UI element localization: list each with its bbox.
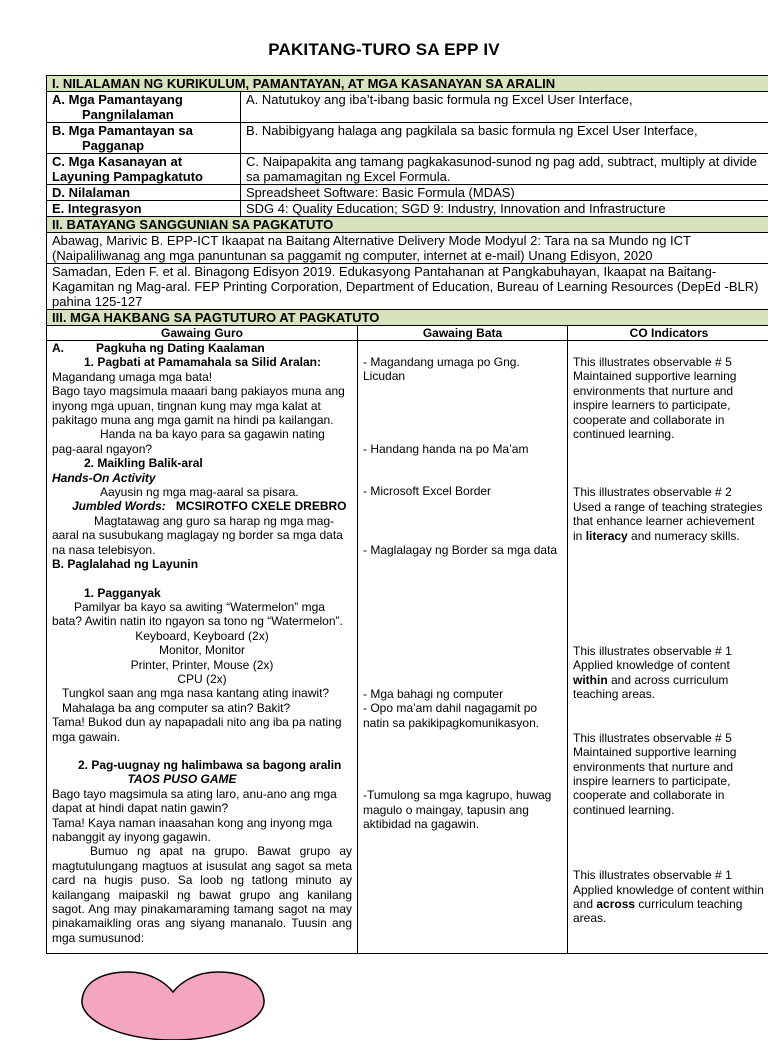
curriculum-row xyxy=(47,92,768,123)
co-indicator-body xyxy=(573,658,765,701)
song-line: Keyboard, Keyboard (2x) xyxy=(52,629,352,643)
row-label: D. Nilalaman xyxy=(47,185,241,201)
student-activities-cell xyxy=(358,341,568,954)
teacher-line: Aayusin ng mga mag-aaral sa pisara. xyxy=(52,485,352,499)
teacher-question: Tungkol saan ang mga nasa kantang ating inawit? xyxy=(52,686,352,700)
row-label xyxy=(47,123,241,154)
row-value: Spreadsheet Software: Basic Formula (MDAS) xyxy=(241,185,768,201)
jumbled-words-line xyxy=(52,499,352,513)
reference-text: Abawag, Marivic B. EPP-ICT Ikaapat na Baitang Alternative Delivery Mode Modyul 2: Tara na sa Mundo ng ICT (Naipaliliwanag ang mga panuntunan sa paggamit ng computer, internet at e-mail) Unang Edisyon, 2020 xyxy=(47,233,768,264)
row-label-line-1: A. Mga Pamantayang xyxy=(52,92,235,107)
teacher-question: Mahalaga ba ang computer sa atin? Bakit? xyxy=(52,701,352,715)
section-3-heading-row xyxy=(47,310,768,326)
student-response: - Opo ma’am dahil nagagamit po natin sa pakikipagkomunikasyon. xyxy=(363,701,562,730)
song-line: Printer, Printer, Mouse (2x) xyxy=(52,658,352,672)
part-a-title: Pagkuha ng Dating Kaalaman xyxy=(96,341,265,355)
row-value: C. Naipapakita ang tamang pagkakasunod-sunod ng pag add, subtract, multiply at divide sa pamamagitan ng Excel Formula. xyxy=(241,154,768,185)
curriculum-row xyxy=(47,123,768,154)
co-indicator xyxy=(573,355,765,441)
row-label-line-2: Pagganap xyxy=(52,138,235,153)
row-value: B. Nabibigyang halaga ang pagkilala sa basic formula ng Excel User Interface, xyxy=(241,123,768,154)
teacher-line xyxy=(52,844,352,945)
teacher-line xyxy=(52,514,352,557)
activities-row xyxy=(47,341,768,954)
part-a-letter: A. xyxy=(52,341,64,355)
co-indicator-body xyxy=(573,500,765,543)
teacher-line: Tama! Kaya naman inaasahan kong ang inyong mga nabanggit ay inyong gagawin. xyxy=(52,816,352,845)
co-indicator xyxy=(573,485,765,543)
heart-shape-icon xyxy=(80,970,266,1040)
game-title: TAOS PUSO GAME xyxy=(52,772,352,786)
song-line: CPU (2x) xyxy=(52,672,352,686)
teacher-line: Bago tayo magsimula maaari bang pakiayos muna ang inyong mga upuan, tingnan kung may mga kalat at pakitago muna ang mga gamit na hindi pa kailangan. xyxy=(52,384,352,427)
section-2-heading-row xyxy=(47,217,768,233)
row-label-line-1: B. Mga Pamantayan sa xyxy=(52,123,235,138)
co-indicator xyxy=(573,644,765,702)
section-3-heading: III. MGA HAKBANG SA PAGTUTURO AT PAGKATUTO xyxy=(47,310,768,326)
teacher-line: Tama! Bukod dun ay napapadali nito ang iba pa nating mga gawain. xyxy=(52,715,352,744)
section-1-heading-row xyxy=(47,76,768,92)
column-header-co: CO Indicators xyxy=(568,326,768,341)
section-2-heading: II. BATAYANG SANGGUNIAN SA PAGKATUTO xyxy=(47,217,768,233)
step-a2-title: 2. Maikling Balik-aral xyxy=(52,456,352,470)
row-value: A. Natutukoy ang iba’t-ibang basic formula ng Excel User Interface, xyxy=(241,92,768,123)
section-1-heading: I. NILALAMAN NG KURIKULUM, PAMANTAYAN, AT MGA KASANAYAN SA ARALIN xyxy=(47,76,768,92)
student-response: - Mga bahagi ng computer xyxy=(363,687,562,701)
reference-row xyxy=(47,233,768,264)
co-indicator-head: This illustrates observable # 1 xyxy=(573,868,765,882)
reference-text: Samadan, Eden F. et al. Binagong Edisyon 2019. Edukasyong Pantahanan at Pangkabuhayan, Ikaapat na Baitang-Kagamitan ng Mag-aral. FEP Printing Corporation, Department of Education, Bureau of Learning Resources (DepEd -BLR) pahina 125-127 xyxy=(47,264,768,310)
column-header-row xyxy=(47,326,768,341)
row-label-line-2: Layuning Pampagkatuto xyxy=(52,169,235,184)
student-response: -Tumulong sa mga kagrupo, huwag magulo o maingay, tapusin ang aktibidad na gagawin. xyxy=(363,788,562,831)
co-indicators-cell xyxy=(568,341,768,954)
co-indicator-head: This illustrates observable # 5 xyxy=(573,355,765,369)
co-text-bold: across xyxy=(596,897,635,911)
part-a-heading xyxy=(52,341,352,355)
curriculum-row xyxy=(47,185,768,201)
teacher-line-text: Pamilyar ba kayo sa awiting “Watermelon” mga bata? Awitin natin ito ngayon sa tono ng “Watermelon”. xyxy=(52,600,343,628)
co-text: Applied knowledge of content xyxy=(573,658,730,672)
hands-on-label: Hands-On Activity xyxy=(52,471,352,485)
teacher-line: Magandang umaga mga bata! xyxy=(52,370,352,384)
teacher-line xyxy=(52,600,352,629)
teacher-line-text: Handa na ba kayo para sa gagawin nating pag-aaral ngayon? xyxy=(52,427,325,455)
curriculum-row xyxy=(47,154,768,185)
row-label: E. Integrasyon xyxy=(47,201,241,217)
co-indicator-body: Maintained supportive learning environments that nurture and inspire learners to participate, cooperate and collaborate in continued learning. xyxy=(573,745,765,817)
teacher-line-text: Magtatawag ang guro sa harap ng mga mag-aaral na susubukang maglagay ng border sa mga data na nasa telebisyon. xyxy=(52,514,343,557)
step-a1-title: 1. Pagbati at Pamamahala sa Silid Aralan: xyxy=(52,355,352,369)
co-text: curriculum teaching areas. xyxy=(573,897,742,925)
jumbled-words: MCSIROTFO CXELE DREBRO xyxy=(176,499,347,513)
step-b1-title: 1. Pagganyak xyxy=(52,586,352,600)
co-indicator-head: This illustrates observable # 5 xyxy=(573,731,765,745)
co-text: and numeracy skills. xyxy=(628,529,740,543)
teacher-line-text: Bumuo ng apat na grupo. Bawat grupo ay magtutulungang magtuos at isusulat ang sagot sa meta card na hugis puso. Sa loob ng tatlong minuto ay kailangang maipaskil ng bawat grupo ang kanilang sagot. Ang may pinakamaraming tamang sagot na may pinakamaikling oras ang siyang mananalo. Tuusin ang mga sumusunod: xyxy=(52,844,352,944)
row-label-line-1: C. Mga Kasanayan at xyxy=(52,154,235,169)
teacher-activities-cell xyxy=(47,341,358,954)
student-response: - Maglalagay ng Border sa mga data xyxy=(363,543,562,557)
co-indicator-head: This illustrates observable # 2 xyxy=(573,485,765,499)
step-b2-title: 2. Pag-uugnay ng halimbawa sa bagong aralin xyxy=(52,758,352,772)
student-response: - Magandang umaga po Gng. Licudan xyxy=(363,355,562,384)
lesson-plan-table xyxy=(46,75,768,954)
co-text: and across curriculum teaching areas. xyxy=(573,673,728,701)
document-title: PAKITANG-TURO SA EPP IV xyxy=(0,40,768,60)
row-label xyxy=(47,154,241,185)
curriculum-row xyxy=(47,201,768,217)
column-header-bata: Gawaing Bata xyxy=(358,326,568,341)
co-indicator xyxy=(573,868,765,926)
co-text-bold: within xyxy=(573,673,608,687)
part-b-heading: B. Paglalahad ng Layunin xyxy=(52,557,352,571)
student-response: - Microsoft Excel Border xyxy=(363,484,562,498)
reference-row xyxy=(47,264,768,310)
co-text: Used a range of teaching strategies that enhance learner achievement in xyxy=(573,500,762,543)
student-response: - Handang handa na po Ma’am xyxy=(363,442,562,456)
row-label-line-2: Pangnilalaman xyxy=(52,107,235,122)
co-indicator-body: Maintained supportive learning environments that nurture and inspire learners to participate, cooperate and collaborate in continued learning. xyxy=(573,369,765,441)
teacher-line: Bago tayo magsimula sa ating laro, anu-ano ang mga dapat at hindi dapat natin gawin? xyxy=(52,787,352,816)
row-label xyxy=(47,92,241,123)
co-indicator xyxy=(573,731,765,817)
co-indicator-head: This illustrates observable # 1 xyxy=(573,644,765,658)
column-header-guro: Gawaing Guro xyxy=(47,326,358,341)
row-value: SDG 4: Quality Education; SGD 9: Industry, Innovation and Infrastructure xyxy=(241,201,768,217)
co-indicator-body xyxy=(573,883,765,926)
teacher-line xyxy=(52,427,352,456)
co-text-bold: literacy xyxy=(586,529,628,543)
song-line: Monitor, Monitor xyxy=(52,643,352,657)
co-text: Applied knowledge of content within and xyxy=(573,883,764,911)
jumbled-label: Jumbled Words: xyxy=(72,499,166,513)
